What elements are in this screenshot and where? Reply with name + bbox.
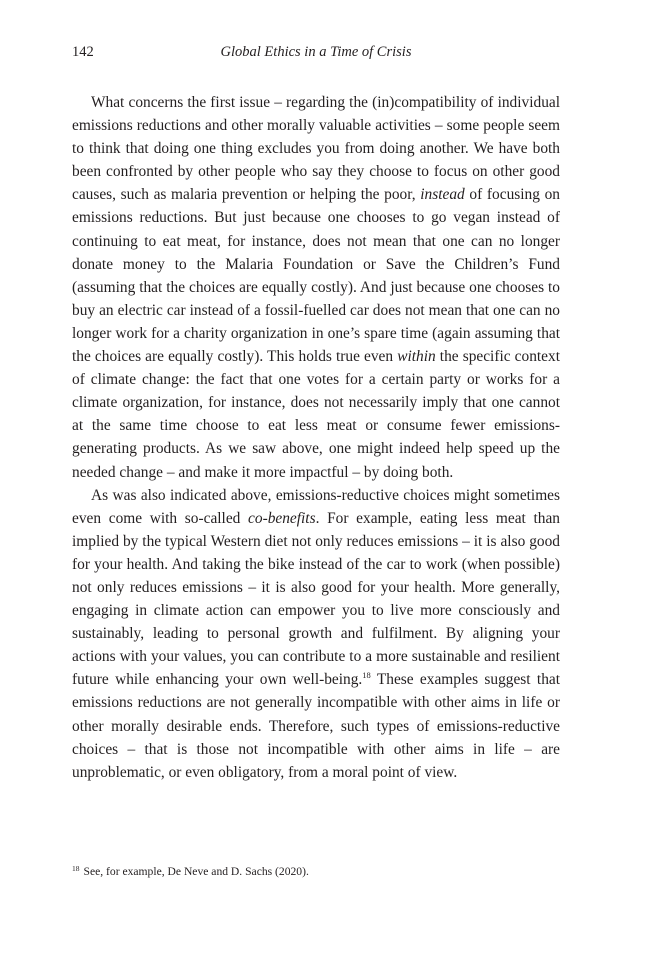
text-segment: What concerns the first issue – regarding the (in)compatibility of individual emissions reductions and other morally valuable activities – some people seem to think that doing one thing excludes you from doing another. We have both been confronted by other people who say they choose to focus on other good causes, such as malaria prevention or helping the poor,	[72, 94, 560, 204]
text-segment: of focusing on emissions reductions. But just because one chooses to go vegan instead of continuing to eat meat, for instance, does not mean that one can no longer donate money to the Malaria Foundation or Save the Children’s Fund (assuming that the choices are equally costly). And just because one chooses to buy an electric car instead of a fossil-fuelled car does not mean that one can no longer work for a charity organization in one’s spare time (again assuming that the choices are equally costly). This holds true even	[72, 186, 560, 366]
page-number: 142	[72, 44, 94, 60]
italic-text: instead	[420, 186, 465, 204]
body-text	[72, 91, 560, 784]
text-segment: the specific context of climate change: the fact that one votes for a certain party or works for a climate organization, for instance, does not necessarily imply that one cannot at the same time choose to eat less meat or consume fewer emissions-generating products. As we saw above, one might indeed help speed up the needed change – and make it more impactful – by doing both.	[72, 348, 560, 481]
footnote-reference[interactable]: 18	[362, 670, 371, 681]
footnote-text: See, for example, De Neve and D. Sachs (2020).	[83, 865, 309, 878]
text-segment: . For example, eating less meat than implied by the typical Western diet not only reduces emissions – it is also good for your health. And taking the bike instead of the car to work (when possible) not only reduces emissions – it is also good for your health. More generally, engaging in climate action can empower you to live more consciously and sustainably, leading to personal growth and fulfilment. By aligning your actions with your values, you can contribute to a more sustainable and resilient future while enhancing your own well-being.	[72, 509, 560, 689]
paragraph	[72, 91, 560, 484]
paragraph	[72, 484, 560, 784]
text-segment: As was also indicated above, emissions-reductive choices might sometimes even come with so-called	[72, 486, 560, 527]
italic-text: within	[397, 348, 436, 366]
footnote-number: 18	[72, 864, 80, 873]
text-segment: These examples suggest that emissions reductions are not generally incompatible with other aims in life or other morally desirable ends. Therefore, such types of emissions-reductive choices – that is those not incompatible with other aims in life – are unproblematic, or even obligatory, from a moral point of view.	[72, 671, 560, 781]
running-head	[72, 44, 560, 66]
footnote	[72, 864, 560, 880]
italic-text: co-benefits	[248, 509, 316, 527]
running-title: Global Ethics in a Time of Crisis	[220, 44, 412, 60]
